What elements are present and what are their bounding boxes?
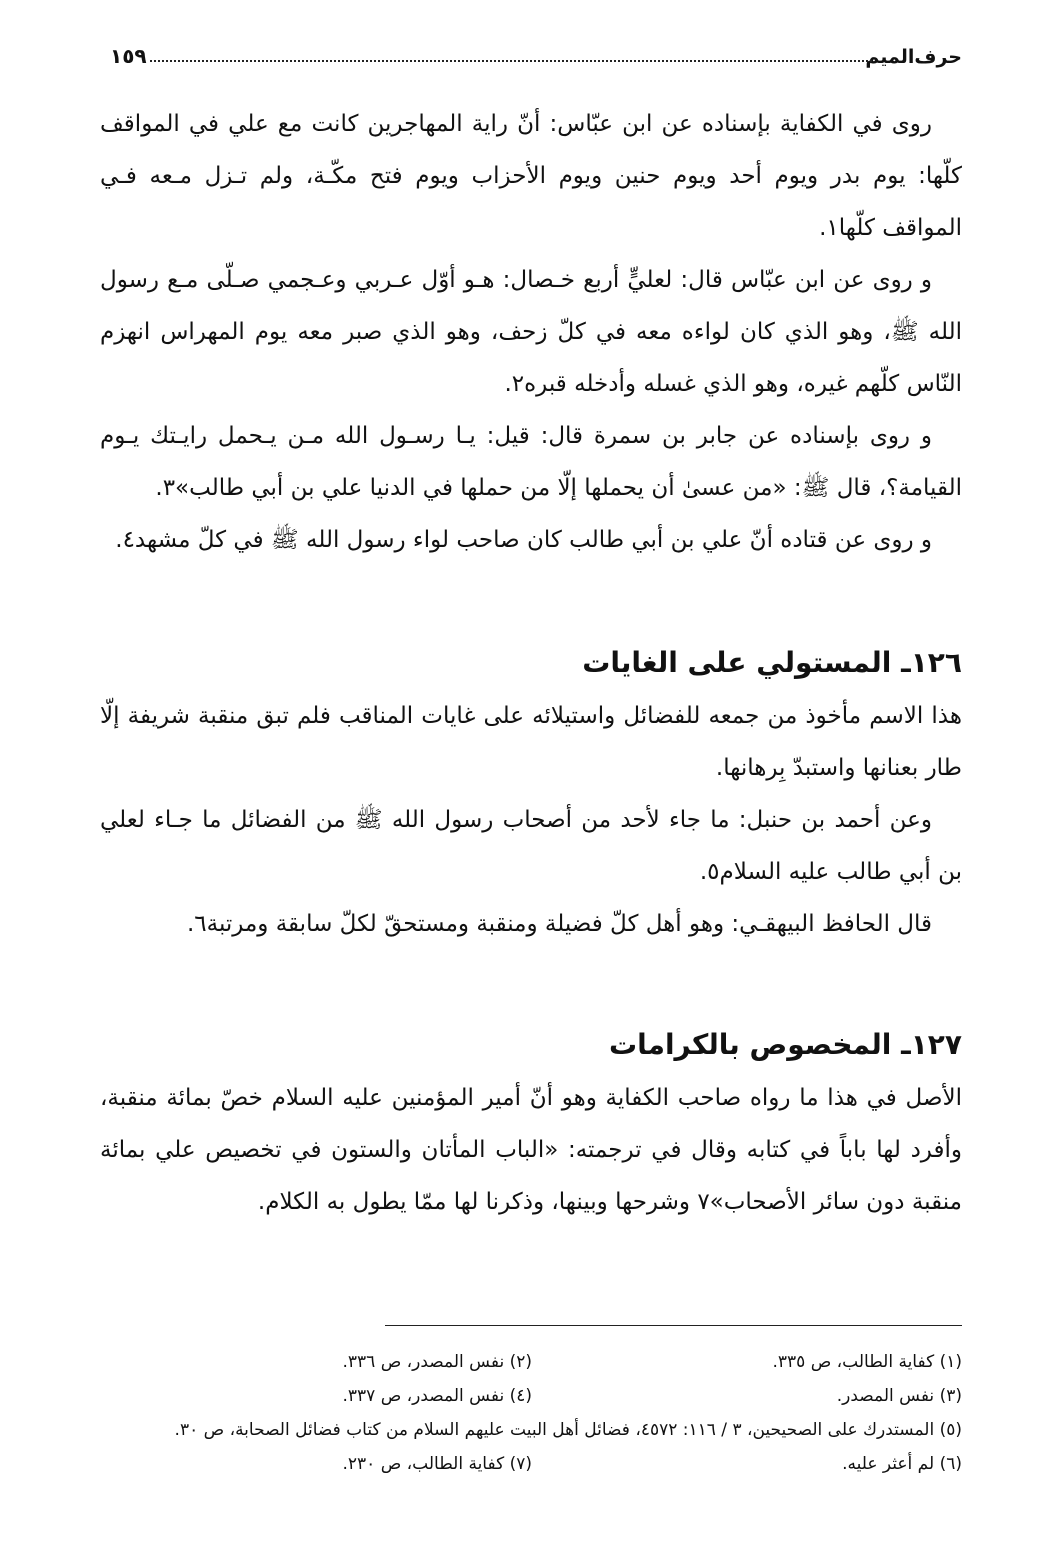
page-number: ١٥٩ — [110, 44, 147, 68]
footnote-7: (٧) كفاية الطالب، ص ٢٣٠. — [342, 1454, 532, 1474]
footnote-5: (٥) المستدرك على الصحيحين، ٣ / ١١٦: ٤٥٧٢، فضائل أهل البيت عليهم السلام من كتاب فضائل الصحابة، ص ٣٠. — [174, 1420, 962, 1440]
paragraph-126-definition: هذا الاسم مأخوذ من جمعه للفضائل واستيلائه على غايات المناقب فلم تبق منقبة شريفة إلّا طار بعنانها واستبدّ بِرهانها. — [100, 703, 962, 781]
section-heading-127: ١٢٧ـ المخصوص بالكرامات — [608, 1028, 962, 1061]
footnote-3: (٣) نفس المصدر. — [836, 1386, 962, 1406]
paragraph-four-traits: و روى عن ابن عبّاس قال: لعليٍّ أربع خـصال: هـو أوّل عـربي وعـجمي صـلّى مـع رسول الله ﷺ، وهو الذي كان لواءه معه في كلّ زحف، وهو الذي صبر معه يوم المهراس انهزم النّاس كلّهم غيره، وهو الذي غسله وأدخله قبره٢. — [100, 267, 962, 397]
footnote-1: (١) كفاية الطالب، ص ٣٣٥. — [772, 1352, 962, 1372]
footnote-6: (٦) لم أعثر عليه. — [842, 1454, 962, 1474]
footnote-row — [100, 1345, 962, 1379]
paragraph-126-ahmad: وعن أحمد بن حنبل: ما جاء لأحد من أصحاب رسول الله ﷺ من الفضائل ما جـاء لعلي بن أبي طالب عليه السلام٥. — [100, 807, 962, 885]
section-heading-126: ١٢٦ـ المستولي على الغايات — [582, 646, 962, 679]
paragraph-126-bayhaqi: قال الحافظ البيهقـي: وهو أهل كلّ فضيلة ومنقبة ومستحقّ لكلّ سابقة ومرتبة٦. — [186, 911, 932, 937]
footnote-row — [100, 1413, 962, 1447]
paragraph-127-origin: الأصل في هذا ما رواه صاحب الكفاية وهو أنّ أمير المؤمنين عليه السلام خصّ بمائة منقبة، وأفرد لها باباً في كتابه وقال في ترجمته: «الباب المأتان والستون في تخصيص علي بمائة منقبة دون سائر الأصحاب»٧ وشرحها وبينها، وذكرنا لها ممّا يطول به الكلام. — [100, 1085, 962, 1215]
section-spacer — [100, 566, 962, 636]
paragraph-jabir-narration: و روى بإسناده عن جابر بن سمرة قال: قيل: يـا رسـول الله مـن يـحمل رايـتك يـوم القيامة؟، قال ﷺ: «من عسىٰ أن يحملها إلّا من حملها في الدنيا علي بن أبي طالب»٣. — [100, 423, 962, 501]
main-text — [100, 98, 962, 1228]
section-spacer — [100, 950, 962, 1018]
footnote-4: (٤) نفس المصدر، ص ٣٣٧. — [342, 1386, 532, 1406]
dot-leader — [150, 60, 872, 62]
footnote-row — [100, 1379, 962, 1413]
paragraph-kifaya-banner: روى في الكفاية بإسناده عن ابن عبّاس: أنّ راية المهاجرين كانت مع علي في المواقف كلّها: يوم بدر ويوم أحد ويوم حنين ويوم الأحزاب ويوم فتح مكّـة، ولم تـزل مـعه فـي المواقف كلّها١. — [100, 111, 962, 241]
chapter-title: حرف‌الميم — [865, 46, 962, 68]
footnotes — [100, 1345, 962, 1481]
footnote-2: (٢) نفس المصدر، ص ٣٣٦. — [342, 1352, 532, 1372]
footnote-row — [100, 1447, 962, 1481]
running-header — [110, 40, 962, 80]
footnote-divider — [385, 1325, 962, 1326]
paragraph-qatada-narration: و روى عن قتاده أنّ علي بن أبي طالب كان صاحب لواء رسول الله ﷺ في كلّ مشهد٤. — [115, 527, 932, 553]
